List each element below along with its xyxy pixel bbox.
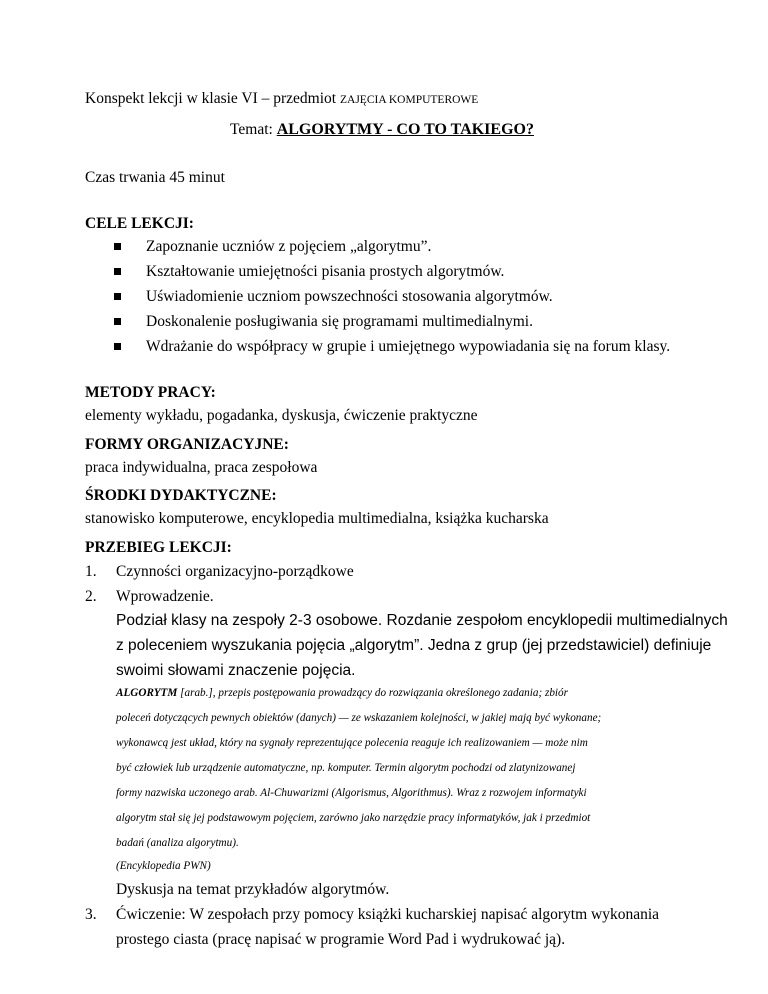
- goal-text: Doskonalenie posługiwania się programami multimedialnymi.: [146, 313, 533, 330]
- goal-text: Wdrażanie do współpracy w grupie i umiejętnego wypowiadania się na forum klasy.: [146, 338, 671, 355]
- step-number: 3.: [85, 906, 97, 923]
- forms-text: praca indywidualna, praca zespołowa: [85, 459, 318, 476]
- topic-label: Temat:: [230, 121, 273, 138]
- goals-heading: CELE LEKCJI:: [85, 215, 194, 232]
- step-paragraph-line: Podział klasy na zespoły 2-3 osobowe. Rozdanie zespołom encyklopedii multimedialnych: [116, 612, 728, 629]
- definition-line: być człowiek lub urządzenie automatyczne, np. komputer. Termin algorytm pochodzi od zlatynizowanej: [116, 762, 576, 774]
- forms-heading: FORMY ORGANIZACYJNE:: [85, 436, 289, 453]
- goal-text: Kształtowanie umiejętności pisania prostych algorytmów.: [146, 263, 505, 280]
- step-text: Ćwiczenie: W zespołach przy pomocy książki kucharskiej napisać algorytm wykonania: [116, 906, 660, 923]
- course-heading: PRZEBIEG LEKCJI:: [85, 539, 232, 556]
- definition-source: (Encyklopedia PWN): [116, 860, 211, 872]
- definition-rest: [arab.], przepis postępowania prowadzący do rozwiązania określonego zadania; zbiór: [177, 687, 568, 699]
- step-text: Czynności organizacyjno-porządkowe: [116, 563, 354, 580]
- topic-value: ALGORYTMY - CO TO TAKIEGO?: [276, 121, 534, 138]
- definition-line: formy nazwiska uczonego arab. Al-Chuwarizmi (Algorismus, Algorithmus). Wraz z rozwojem informatyki: [116, 787, 587, 799]
- header-prefix: Konspekt lekcji w klasie VI – przedmiot: [85, 90, 340, 107]
- step-number: 2.: [85, 588, 97, 605]
- step-paragraph-line: swoimi słowami znaczenie pojęcia.: [116, 662, 356, 679]
- duration-text: Czas trwania 45 minut: [85, 169, 225, 186]
- goal-text: Uświadomienie uczniom powszechności stosowania algorytmów.: [146, 288, 553, 305]
- methods-heading: METODY PRACY:: [85, 384, 216, 401]
- header-subject: ZAJĘCIA KOMPUTEROWE: [339, 94, 479, 106]
- step-text: Wprowadzenie.: [116, 588, 214, 605]
- bullet-square-icon: [114, 243, 121, 250]
- definition-line: algorytm stał się jej podstawowym pojęciem, zarówno jako narzędzie pracy informatyków, jak i przedmiot: [116, 812, 591, 824]
- definition-line: wykonawcą jest układ, który na sygnały reprezentujące polecenia reaguje ich realizowaniem — może nim: [116, 737, 588, 749]
- step-number: 1.: [85, 563, 97, 580]
- step-paragraph-line: z poleceniem wyszukania pojęcia „algorytm”. Jedna z grup (jej przedstawiciel) definiuje: [116, 637, 712, 654]
- aids-heading: ŚRODKI DYDAKTYCZNE:: [85, 487, 277, 504]
- definition-term: ALGORYTM: [116, 687, 178, 699]
- step-text: prostego ciasta (pracę napisać w programie Word Pad i wydrukować ją).: [116, 931, 566, 948]
- bullet-square-icon: [114, 343, 121, 350]
- goal-text: Zapoznanie uczniów z pojęciem „algorytmu”.: [146, 238, 432, 255]
- definition-line: badań (analiza algorytmu).: [116, 837, 239, 849]
- discussion-text: Dyskusja na temat przykładów algorytmów.: [116, 881, 390, 898]
- aids-text: stanowisko komputerowe, encyklopedia multimedialna, książka kucharska: [85, 510, 549, 527]
- lesson-header: [85, 89, 478, 110]
- topic-line: [230, 120, 534, 140]
- definition-line: poleceń dotyczących pewnych obiektów (danych) — ze wskazaniem kolejności, w jakiej mają być wykonane;: [116, 712, 602, 724]
- bullet-square-icon: [114, 318, 121, 325]
- methods-text: elementy wykładu, pogadanka, dyskusja, ćwiczenie praktyczne: [85, 407, 478, 424]
- definition-line: [116, 686, 568, 700]
- bullet-square-icon: [114, 268, 121, 275]
- bullet-square-icon: [114, 293, 121, 300]
